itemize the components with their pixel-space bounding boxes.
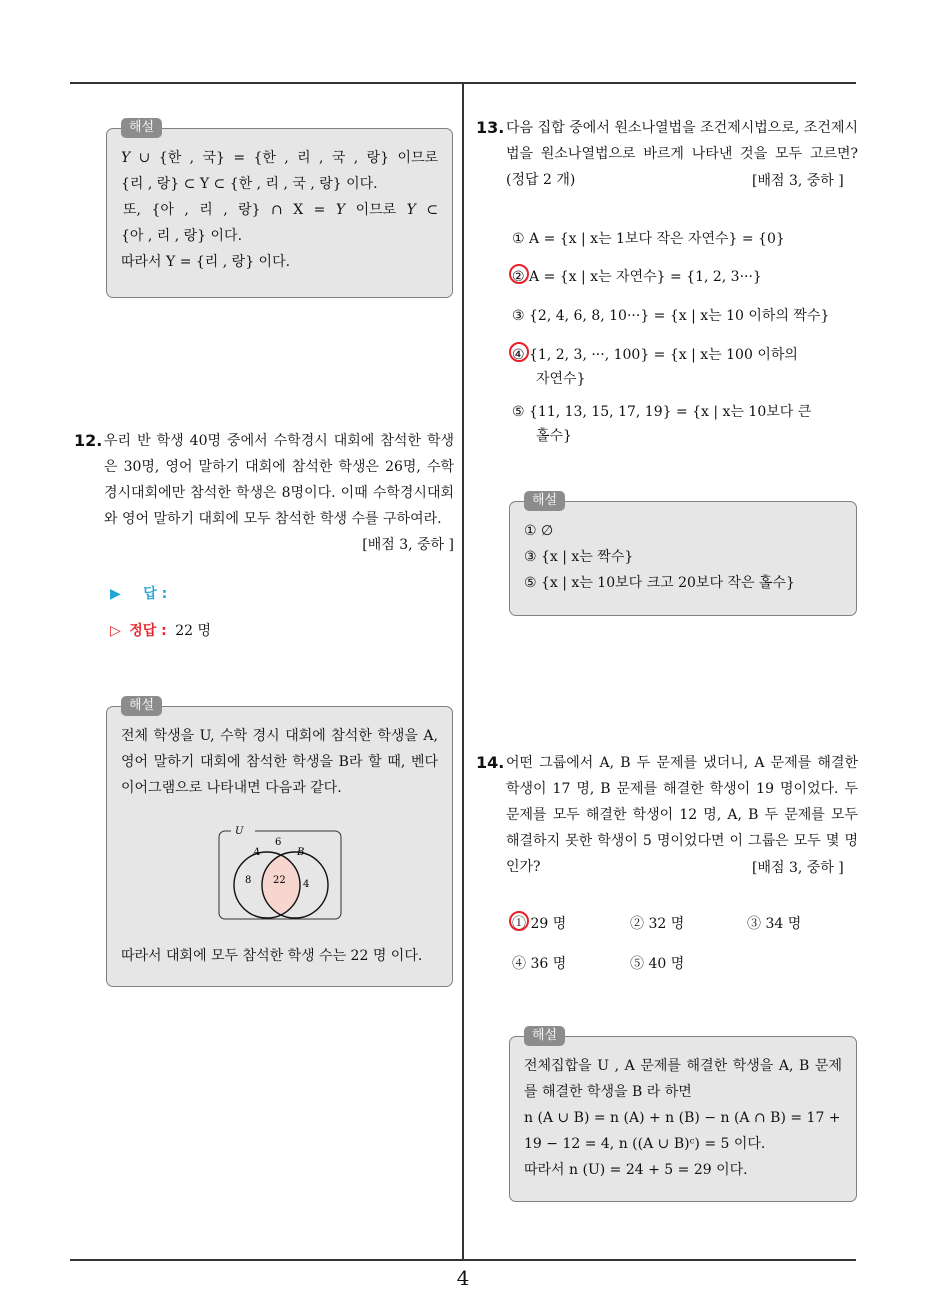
- exp14-line3: 19 − 12 = 4, n ((A ∪ B)ᶜ) = 5 이다.: [524, 1136, 766, 1152]
- explanation-label: 해설: [524, 491, 565, 511]
- venn-diagram: [217, 825, 347, 925]
- option-1[interactable]: ① 29 명: [512, 916, 567, 932]
- option-4[interactable]: ④ {1, 2, 3, ···, 100} = {x | x는 100 이하의 자연수}: [512, 347, 798, 387]
- exp13-line3: ⑤ {x | x는 10보다 크고 20보다 작은 홀수}: [524, 575, 795, 591]
- correct-answer-label: 정답 :: [129, 623, 167, 639]
- option-3[interactable]: ③ {2, 4, 6, 8, 10···} = {x | x는 10 이하의 짝수}: [512, 308, 830, 324]
- explanation-label: 해설: [121, 118, 162, 138]
- exp11-line1: Y ∪ {한 , 국} = {한 , 리 , 국 , 랑} 이므로: [121, 150, 439, 166]
- explanation-box-14: [509, 1028, 857, 1202]
- exp11-line2: {리 , 랑} ⊂ Y ⊂ {한 , 리 , 국 , 랑} 이다.: [121, 176, 378, 192]
- page-number: 4: [456, 1266, 470, 1290]
- question-number: 13.: [476, 118, 505, 137]
- answer-input-line[interactable]: [110, 583, 167, 603]
- exp14-line4: 따라서 n (U) = 24 + 5 = 29 이다.: [524, 1162, 748, 1178]
- exp11-line3: 또, {아 , 리 , 랑} ∩ X = Y 이므로 Y ⊂: [123, 202, 439, 218]
- question-12: [74, 428, 454, 558]
- exp14-line2: n (A ∪ B) = n (A) + n (B) − n (A ∩ B) = 17 +: [524, 1110, 841, 1126]
- option-3[interactable]: ③ 34 명: [747, 916, 802, 932]
- venn-both-value: 22: [273, 875, 286, 886]
- venn-label-b: B: [297, 847, 305, 858]
- answer-label: 답 :: [143, 586, 168, 602]
- question-text: 우리 반 학생 40명 중에서 수학경시 대회에 참석한 학생은 30명, 영어 말하기 대회에 참석한 학생은 26명, 수학 경시대회에만 참석한 학생은 8명이다. 이때 수학경시대회와 영어 말하기 대회에 모두 참석한 학생 수를 구하여라.: [104, 433, 454, 527]
- question-13-meta: [배점 3, 중하 ]: [752, 173, 844, 189]
- question-text: 다음 집합 중에서 원소나열법을 조건제시법으로, 조건제시법을 원소나열법으로 바르게 나타낸 것을 모두 고르면? (정답 2 개): [506, 120, 858, 188]
- selected-mark-icon: [509, 911, 529, 931]
- option-1[interactable]: ① A = {x | x는 1보다 작은 자연수} = {0}: [512, 231, 785, 247]
- selected-mark-icon: [509, 342, 529, 362]
- exp13-line1: ① ∅: [524, 523, 554, 539]
- column-divider: [462, 82, 464, 1259]
- option-4[interactable]: ④ 36 명: [512, 956, 567, 972]
- explanation-box-11: [106, 120, 453, 298]
- play-arrow-icon: ▶: [110, 586, 121, 602]
- exp12-line2: 따라서 대회에 모두 참석한 학생 수는 22 명 이다.: [121, 948, 423, 964]
- question-number: 12.: [74, 431, 103, 450]
- bottom-rule: [70, 1259, 856, 1261]
- selected-mark-icon: [509, 264, 529, 284]
- correct-answer-value: 22 명: [175, 623, 212, 639]
- option-2[interactable]: ② A = {x | x는 자연수} = {1, 2, 3···}: [512, 269, 762, 285]
- question-number: 14.: [476, 753, 505, 772]
- question-meta: [배점 3, 중하 ]: [362, 537, 454, 553]
- explanation-label: 해설: [121, 696, 162, 716]
- question-text: 어떤 그룹에서 A, B 두 문제를 냈더니, A 문제를 해결한 학생이 17 명, B 문제를 해결한 학생이 19 명이었다. 두 문제를 모두 해결한 학생이 12 명, A, B 두 문제를 모두 해결하지 못한 학생이 5 명이었다면 이 그룹은 모두 몇 명인가?: [506, 755, 858, 875]
- explanation-box-13: [509, 493, 857, 616]
- option-5[interactable]: ⑤ 40 명: [630, 956, 685, 972]
- exp13-line2: ③ {x | x는 짝수}: [524, 549, 634, 565]
- venn-label-u: U: [235, 826, 244, 837]
- exp11-line5: 따라서 Y = {리 , 랑} 이다.: [121, 254, 291, 270]
- venn-label-a: A: [253, 847, 261, 858]
- option-5[interactable]: ⑤ {11, 13, 15, 17, 19} = {x | x는 10보다 큰 홀수}: [512, 404, 812, 444]
- exp12-line1: 전체 학생을 U, 수학 경시 대회에 참석한 학생을 A, 영어 말하기 대회에 참석한 학생을 B라 할 때, 벤다이어그램으로 나타내면 다음과 같다.: [121, 728, 438, 796]
- outline-arrow-icon: ▷: [110, 623, 121, 639]
- correct-answer-line: [110, 620, 211, 640]
- exp11-line4: {아 , 리 , 랑} 이다.: [121, 228, 243, 244]
- venn-only-b-value: 4: [303, 879, 310, 890]
- venn-outside-value: 6: [275, 837, 282, 848]
- venn-only-a-value: 8: [245, 875, 252, 886]
- option-2[interactable]: ② 32 명: [630, 916, 685, 932]
- explanation-label: 해설: [524, 1026, 565, 1046]
- exp14-line1: 전체집합을 U , A 문제를 해결한 학생을 A, B 문제를 해결한 학생을 B 라 하면: [524, 1058, 842, 1100]
- question-14-meta: [배점 3, 중하 ]: [752, 860, 844, 876]
- explanation-box-12: [106, 698, 453, 987]
